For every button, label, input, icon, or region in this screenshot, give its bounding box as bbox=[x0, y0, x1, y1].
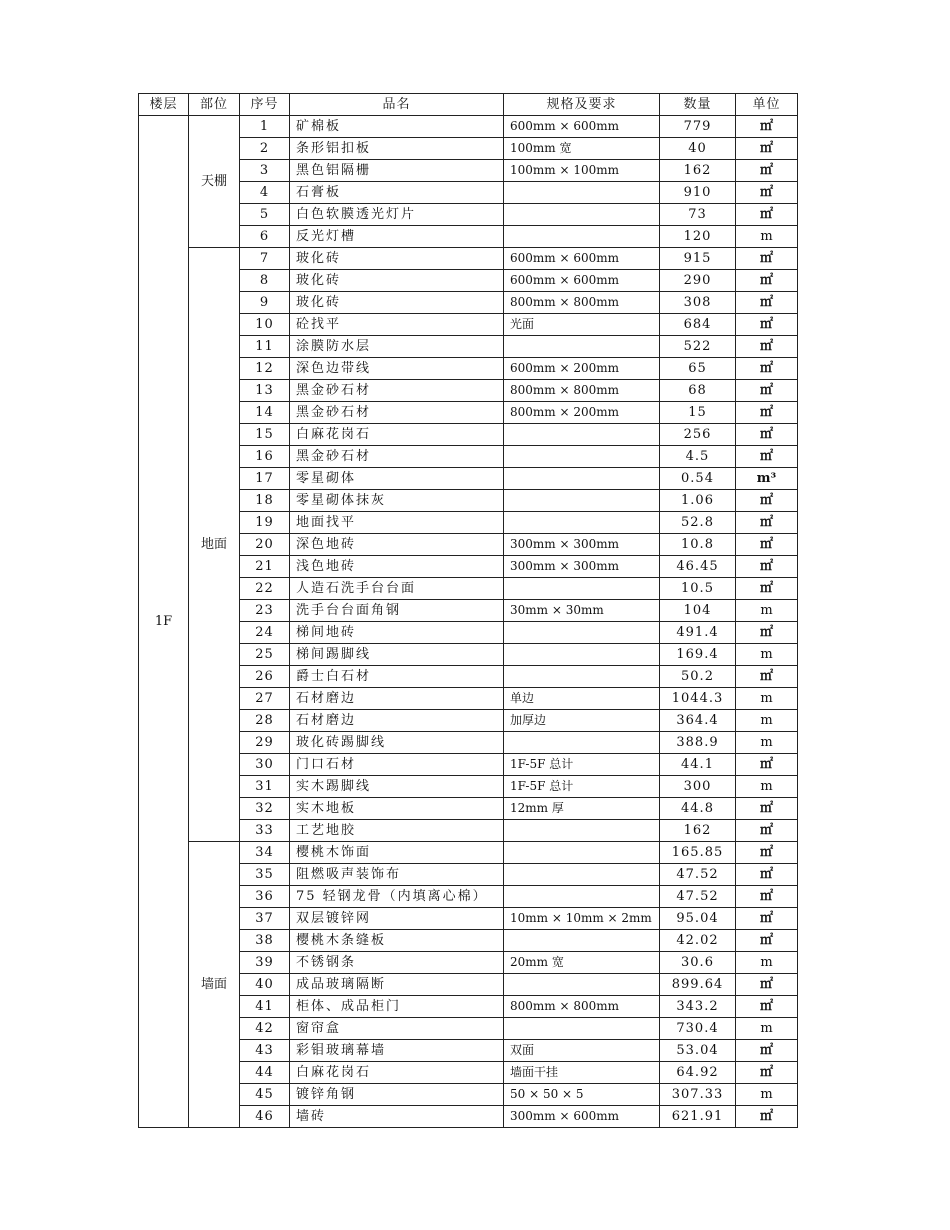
unit-cell: ㎡ bbox=[736, 512, 798, 534]
item-name-cell: 彩钼玻璃幕墙 bbox=[290, 1040, 504, 1062]
quantity-cell: 120 bbox=[660, 226, 736, 248]
quantity-cell: 73 bbox=[660, 204, 736, 226]
row-number-cell: 37 bbox=[240, 908, 290, 930]
unit-cell: m bbox=[736, 952, 798, 974]
unit-cell: ㎡ bbox=[736, 666, 798, 688]
unit-cell: m bbox=[736, 732, 798, 754]
item-name-cell: 深色边带线 bbox=[290, 358, 504, 380]
item-name-cell: 门口石材 bbox=[290, 754, 504, 776]
spec-cell: 光面 bbox=[504, 314, 660, 336]
unit-cell: ㎡ bbox=[736, 424, 798, 446]
unit-cell: ㎡ bbox=[736, 908, 798, 930]
spec-cell: 加厚边 bbox=[504, 710, 660, 732]
row-number-cell: 11 bbox=[240, 336, 290, 358]
spec-cell: 12mm 厚 bbox=[504, 798, 660, 820]
unit-cell: ㎡ bbox=[736, 886, 798, 908]
header-spec: 规格及要求 bbox=[504, 94, 660, 116]
spec-cell: 600mm × 600mm bbox=[504, 248, 660, 270]
spec-cell: 600mm × 200mm bbox=[504, 358, 660, 380]
materials-table bbox=[138, 93, 798, 1128]
unit-cell: ㎡ bbox=[736, 798, 798, 820]
quantity-cell: 388.9 bbox=[660, 732, 736, 754]
unit-cell: m bbox=[736, 1018, 798, 1040]
spec-cell: 600mm × 600mm bbox=[504, 270, 660, 292]
item-name-cell: 梯间地砖 bbox=[290, 622, 504, 644]
spec-cell: 墙面干挂 bbox=[504, 1062, 660, 1084]
spec-cell: 300mm × 300mm bbox=[504, 556, 660, 578]
row-number-cell: 23 bbox=[240, 600, 290, 622]
spec-cell bbox=[504, 204, 660, 226]
spec-cell: 100mm × 100mm bbox=[504, 160, 660, 182]
spec-cell: 1F-5F 总计 bbox=[504, 754, 660, 776]
item-name-cell: 黑金砂石材 bbox=[290, 380, 504, 402]
row-number-cell: 8 bbox=[240, 270, 290, 292]
row-number-cell: 13 bbox=[240, 380, 290, 402]
item-name-cell: 不锈钢条 bbox=[290, 952, 504, 974]
spec-cell bbox=[504, 732, 660, 754]
item-name-cell: 阻燃吸声装饰布 bbox=[290, 864, 504, 886]
quantity-cell: 162 bbox=[660, 820, 736, 842]
unit-cell: m bbox=[736, 600, 798, 622]
item-name-cell: 玻化砖踢脚线 bbox=[290, 732, 504, 754]
item-name-cell: 涂膜防水层 bbox=[290, 336, 504, 358]
row-number-cell: 38 bbox=[240, 930, 290, 952]
quantity-cell: 10.5 bbox=[660, 578, 736, 600]
header-row bbox=[139, 94, 798, 116]
spec-cell: 双面 bbox=[504, 1040, 660, 1062]
spec-cell: 600mm × 600mm bbox=[504, 116, 660, 138]
quantity-cell: 46.45 bbox=[660, 556, 736, 578]
quantity-cell: 95.04 bbox=[660, 908, 736, 930]
unit-cell: ㎡ bbox=[736, 1106, 798, 1128]
item-name-cell: 75 轻钢龙骨（内填离心棉） bbox=[290, 886, 504, 908]
header-item-name: 品名 bbox=[290, 94, 504, 116]
unit-cell: ㎡ bbox=[736, 270, 798, 292]
quantity-cell: 684 bbox=[660, 314, 736, 336]
row-number-cell: 32 bbox=[240, 798, 290, 820]
row-number-cell: 28 bbox=[240, 710, 290, 732]
row-number-cell: 33 bbox=[240, 820, 290, 842]
quantity-cell: 1.06 bbox=[660, 490, 736, 512]
item-name-cell: 石膏板 bbox=[290, 182, 504, 204]
item-name-cell: 成品玻璃隔断 bbox=[290, 974, 504, 996]
quantity-cell: 779 bbox=[660, 116, 736, 138]
item-name-cell: 玻化砖 bbox=[290, 270, 504, 292]
unit-cell: ㎡ bbox=[736, 380, 798, 402]
quantity-cell: 621.91 bbox=[660, 1106, 736, 1128]
quantity-cell: 44.8 bbox=[660, 798, 736, 820]
unit-cell: ㎡ bbox=[736, 116, 798, 138]
item-name-cell: 石材磨边 bbox=[290, 688, 504, 710]
row-number-cell: 19 bbox=[240, 512, 290, 534]
quantity-cell: 256 bbox=[660, 424, 736, 446]
unit-cell: ㎡ bbox=[736, 820, 798, 842]
spec-cell bbox=[504, 864, 660, 886]
quantity-cell: 300 bbox=[660, 776, 736, 798]
spec-cell: 单边 bbox=[504, 688, 660, 710]
item-name-cell: 樱桃木饰面 bbox=[290, 842, 504, 864]
quantity-cell: 915 bbox=[660, 248, 736, 270]
spec-cell bbox=[504, 622, 660, 644]
spec-cell bbox=[504, 424, 660, 446]
spec-cell bbox=[504, 644, 660, 666]
unit-cell: ㎡ bbox=[736, 534, 798, 556]
unit-cell: ㎡ bbox=[736, 930, 798, 952]
row-number-cell: 20 bbox=[240, 534, 290, 556]
header-number: 序号 bbox=[240, 94, 290, 116]
quantity-cell: 899.64 bbox=[660, 974, 736, 996]
item-name-cell: 零星砌体抹灰 bbox=[290, 490, 504, 512]
unit-cell: ㎡ bbox=[736, 622, 798, 644]
item-name-cell: 反光灯槽 bbox=[290, 226, 504, 248]
row-number-cell: 4 bbox=[240, 182, 290, 204]
spec-cell: 800mm × 800mm bbox=[504, 292, 660, 314]
row-number-cell: 15 bbox=[240, 424, 290, 446]
row-number-cell: 39 bbox=[240, 952, 290, 974]
quantity-cell: 104 bbox=[660, 600, 736, 622]
item-name-cell: 白色软膜透光灯片 bbox=[290, 204, 504, 226]
unit-cell: ㎡ bbox=[736, 446, 798, 468]
row-number-cell: 3 bbox=[240, 160, 290, 182]
unit-cell: ㎡ bbox=[736, 754, 798, 776]
spec-cell: 800mm × 800mm bbox=[504, 380, 660, 402]
quantity-cell: 65 bbox=[660, 358, 736, 380]
quantity-cell: 53.04 bbox=[660, 1040, 736, 1062]
unit-cell: ㎡ bbox=[736, 358, 798, 380]
quantity-cell: 15 bbox=[660, 402, 736, 424]
item-name-cell: 石材磨边 bbox=[290, 710, 504, 732]
item-name-cell: 白麻花岗石 bbox=[290, 1062, 504, 1084]
unit-cell: ㎡ bbox=[736, 1040, 798, 1062]
quantity-cell: 44.1 bbox=[660, 754, 736, 776]
row-number-cell: 26 bbox=[240, 666, 290, 688]
row-number-cell: 7 bbox=[240, 248, 290, 270]
item-name-cell: 窗帘盒 bbox=[290, 1018, 504, 1040]
item-name-cell: 零星砌体 bbox=[290, 468, 504, 490]
area-cell: 天棚 bbox=[189, 116, 240, 248]
row-number-cell: 42 bbox=[240, 1018, 290, 1040]
spec-cell bbox=[504, 446, 660, 468]
unit-cell: ㎡ bbox=[736, 842, 798, 864]
area-cell: 地面 bbox=[189, 248, 240, 842]
row-number-cell: 18 bbox=[240, 490, 290, 512]
unit-cell: ㎡ bbox=[736, 864, 798, 886]
spec-cell: 100mm 宽 bbox=[504, 138, 660, 160]
unit-cell: ㎡ bbox=[736, 996, 798, 1018]
row-number-cell: 46 bbox=[240, 1106, 290, 1128]
unit-cell: ㎡ bbox=[736, 578, 798, 600]
quantity-cell: 290 bbox=[660, 270, 736, 292]
quantity-cell: 64.92 bbox=[660, 1062, 736, 1084]
quantity-cell: 42.02 bbox=[660, 930, 736, 952]
row-number-cell: 17 bbox=[240, 468, 290, 490]
quantity-cell: 0.54 bbox=[660, 468, 736, 490]
unit-cell: m bbox=[736, 226, 798, 248]
spec-cell bbox=[504, 490, 660, 512]
item-name-cell: 双层镀锌网 bbox=[290, 908, 504, 930]
unit-cell: ㎡ bbox=[736, 138, 798, 160]
quantity-cell: 169.4 bbox=[660, 644, 736, 666]
row-number-cell: 29 bbox=[240, 732, 290, 754]
row-number-cell: 10 bbox=[240, 314, 290, 336]
spec-cell: 800mm × 200mm bbox=[504, 402, 660, 424]
spec-cell bbox=[504, 886, 660, 908]
item-name-cell: 洗手台台面角钢 bbox=[290, 600, 504, 622]
spec-cell: 300mm × 600mm bbox=[504, 1106, 660, 1128]
row-number-cell: 31 bbox=[240, 776, 290, 798]
item-name-cell: 墙砖 bbox=[290, 1106, 504, 1128]
unit-cell: ㎡ bbox=[736, 182, 798, 204]
row-number-cell: 43 bbox=[240, 1040, 290, 1062]
unit-cell: ㎡ bbox=[736, 160, 798, 182]
item-name-cell: 黑金砂石材 bbox=[290, 402, 504, 424]
row-number-cell: 45 bbox=[240, 1084, 290, 1106]
row-number-cell: 1 bbox=[240, 116, 290, 138]
item-name-cell: 深色地砖 bbox=[290, 534, 504, 556]
unit-cell: m bbox=[736, 688, 798, 710]
table-row bbox=[139, 116, 798, 138]
quantity-cell: 308 bbox=[660, 292, 736, 314]
item-name-cell: 实木踢脚线 bbox=[290, 776, 504, 798]
header-area: 部位 bbox=[189, 94, 240, 116]
quantity-cell: 47.52 bbox=[660, 886, 736, 908]
spec-cell bbox=[504, 842, 660, 864]
quantity-cell: 522 bbox=[660, 336, 736, 358]
row-number-cell: 22 bbox=[240, 578, 290, 600]
quantity-cell: 30.6 bbox=[660, 952, 736, 974]
row-number-cell: 35 bbox=[240, 864, 290, 886]
spec-cell: 20mm 宽 bbox=[504, 952, 660, 974]
quantity-cell: 68 bbox=[660, 380, 736, 402]
unit-cell: ㎡ bbox=[736, 204, 798, 226]
row-number-cell: 44 bbox=[240, 1062, 290, 1084]
item-name-cell: 砼找平 bbox=[290, 314, 504, 336]
spec-cell bbox=[504, 666, 660, 688]
row-number-cell: 14 bbox=[240, 402, 290, 424]
header-floor: 楼层 bbox=[139, 94, 189, 116]
unit-cell: m bbox=[736, 644, 798, 666]
spec-cell: 300mm × 300mm bbox=[504, 534, 660, 556]
unit-cell: ㎡ bbox=[736, 1062, 798, 1084]
floor-cell: 1F bbox=[139, 116, 189, 1128]
item-name-cell: 黑金砂石材 bbox=[290, 446, 504, 468]
spec-cell bbox=[504, 182, 660, 204]
item-name-cell: 黑色铝隔栅 bbox=[290, 160, 504, 182]
quantity-cell: 4.5 bbox=[660, 446, 736, 468]
spec-cell bbox=[504, 468, 660, 490]
unit-cell: ㎡ bbox=[736, 292, 798, 314]
unit-cell: ㎡ bbox=[736, 974, 798, 996]
row-number-cell: 2 bbox=[240, 138, 290, 160]
item-name-cell: 柜体、成品柜门 bbox=[290, 996, 504, 1018]
item-name-cell: 玻化砖 bbox=[290, 292, 504, 314]
row-number-cell: 5 bbox=[240, 204, 290, 226]
spec-cell bbox=[504, 820, 660, 842]
quantity-cell: 40 bbox=[660, 138, 736, 160]
quantity-cell: 730.4 bbox=[660, 1018, 736, 1040]
row-number-cell: 40 bbox=[240, 974, 290, 996]
item-name-cell: 工艺地胶 bbox=[290, 820, 504, 842]
spec-cell bbox=[504, 974, 660, 996]
unit-cell: ㎡ bbox=[736, 336, 798, 358]
table-row bbox=[139, 248, 798, 270]
row-number-cell: 9 bbox=[240, 292, 290, 314]
quantity-cell: 910 bbox=[660, 182, 736, 204]
table-row bbox=[139, 842, 798, 864]
unit-cell: ㎡ bbox=[736, 402, 798, 424]
unit-cell: m bbox=[736, 710, 798, 732]
spec-cell: 50 × 50 × 5 bbox=[504, 1084, 660, 1106]
spec-cell bbox=[504, 578, 660, 600]
row-number-cell: 25 bbox=[240, 644, 290, 666]
unit-cell: m bbox=[736, 1084, 798, 1106]
spec-cell bbox=[504, 930, 660, 952]
spec-cell: 1F-5F 总计 bbox=[504, 776, 660, 798]
unit-cell: m³ bbox=[736, 468, 798, 490]
spec-cell bbox=[504, 1018, 660, 1040]
item-name-cell: 镀锌角钢 bbox=[290, 1084, 504, 1106]
table-body bbox=[139, 116, 798, 1128]
item-name-cell: 玻化砖 bbox=[290, 248, 504, 270]
spec-cell bbox=[504, 512, 660, 534]
quantity-cell: 165.85 bbox=[660, 842, 736, 864]
quantity-cell: 47.52 bbox=[660, 864, 736, 886]
item-name-cell: 人造石洗手台台面 bbox=[290, 578, 504, 600]
spec-cell: 30mm × 30mm bbox=[504, 600, 660, 622]
area-cell: 墙面 bbox=[189, 842, 240, 1128]
quantity-cell: 307.33 bbox=[660, 1084, 736, 1106]
spec-cell: 10mm × 10mm × 2mm bbox=[504, 908, 660, 930]
quantity-cell: 343.2 bbox=[660, 996, 736, 1018]
row-number-cell: 34 bbox=[240, 842, 290, 864]
quantity-cell: 364.4 bbox=[660, 710, 736, 732]
unit-cell: ㎡ bbox=[736, 490, 798, 512]
row-number-cell: 12 bbox=[240, 358, 290, 380]
spec-cell: 800mm × 800mm bbox=[504, 996, 660, 1018]
spec-cell bbox=[504, 336, 660, 358]
quantity-cell: 491.4 bbox=[660, 622, 736, 644]
header-quantity: 数量 bbox=[660, 94, 736, 116]
spec-cell bbox=[504, 226, 660, 248]
row-number-cell: 21 bbox=[240, 556, 290, 578]
quantity-cell: 1044.3 bbox=[660, 688, 736, 710]
unit-cell: ㎡ bbox=[736, 314, 798, 336]
item-name-cell: 条形铝扣板 bbox=[290, 138, 504, 160]
row-number-cell: 6 bbox=[240, 226, 290, 248]
header-unit: 单位 bbox=[736, 94, 798, 116]
row-number-cell: 27 bbox=[240, 688, 290, 710]
row-number-cell: 24 bbox=[240, 622, 290, 644]
item-name-cell: 矿棉板 bbox=[290, 116, 504, 138]
unit-cell: ㎡ bbox=[736, 248, 798, 270]
item-name-cell: 地面找平 bbox=[290, 512, 504, 534]
item-name-cell: 白麻花岗石 bbox=[290, 424, 504, 446]
item-name-cell: 梯间踢脚线 bbox=[290, 644, 504, 666]
row-number-cell: 16 bbox=[240, 446, 290, 468]
row-number-cell: 30 bbox=[240, 754, 290, 776]
quantity-cell: 162 bbox=[660, 160, 736, 182]
row-number-cell: 41 bbox=[240, 996, 290, 1018]
item-name-cell: 爵士白石材 bbox=[290, 666, 504, 688]
item-name-cell: 实木地板 bbox=[290, 798, 504, 820]
quantity-cell: 52.8 bbox=[660, 512, 736, 534]
quantity-cell: 50.2 bbox=[660, 666, 736, 688]
row-number-cell: 36 bbox=[240, 886, 290, 908]
unit-cell: m bbox=[736, 776, 798, 798]
quantity-cell: 10.8 bbox=[660, 534, 736, 556]
item-name-cell: 樱桃木条缝板 bbox=[290, 930, 504, 952]
item-name-cell: 浅色地砖 bbox=[290, 556, 504, 578]
unit-cell: ㎡ bbox=[736, 556, 798, 578]
